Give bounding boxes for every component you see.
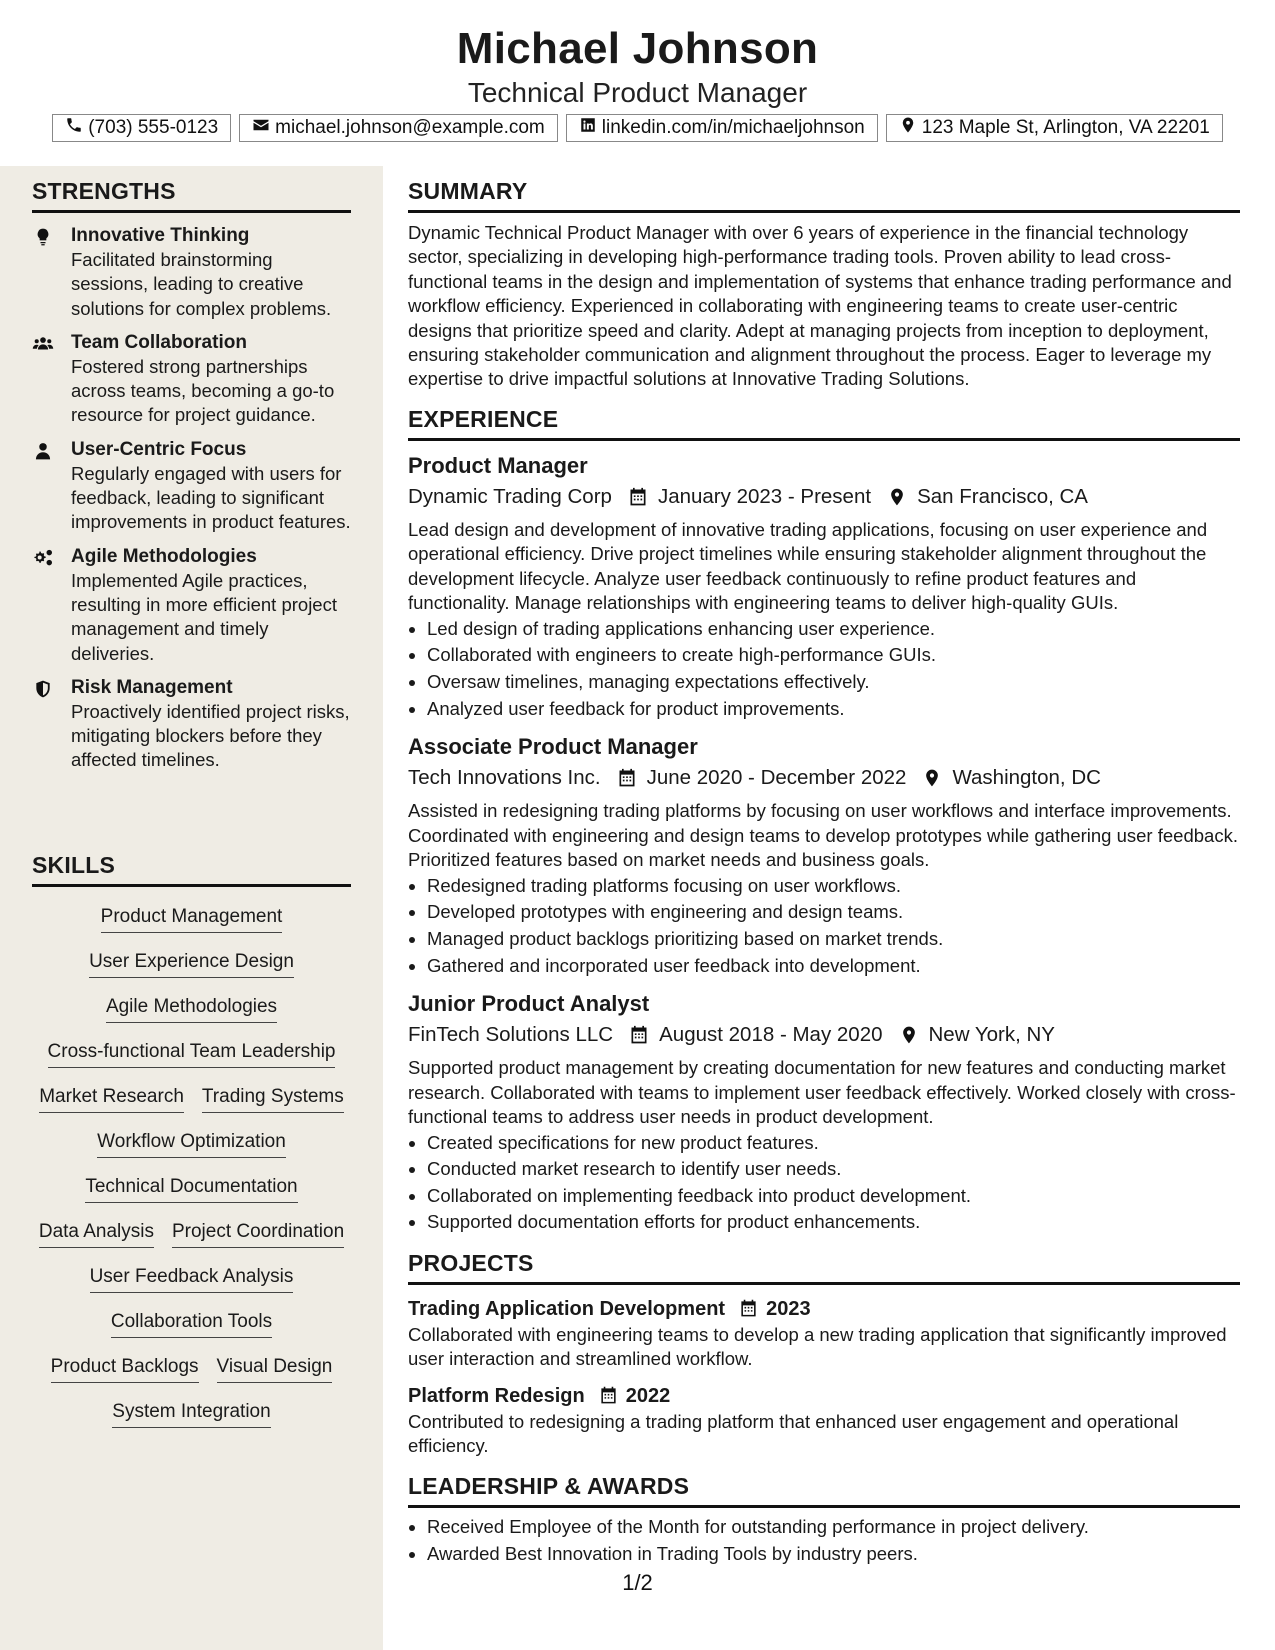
project-description: Contributed to redesigning a trading platform that enhanced user engagement and operational efficiency. xyxy=(408,1410,1179,1457)
list-item: • Received Employee of the Month for outstanding performance in project delivery. xyxy=(427,1514,1240,1541)
resume-header xyxy=(0,0,1275,110)
map-pin-icon xyxy=(887,487,907,507)
strength-desc: Fostered strong partnerships across teams, becoming a go-to resource for project guidance. xyxy=(71,355,335,426)
strength-name: Agile Methodologies xyxy=(71,545,257,567)
awards-list xyxy=(408,1514,1240,1567)
skill-tag: Technical Documentation xyxy=(85,1175,297,1203)
job-title: Associate Product Manager xyxy=(408,734,698,760)
skill-tag: Cross-functional Team Leadership xyxy=(48,1040,336,1068)
strength-desc: Implemented Agile practices, resulting in more efficient project management and timely deliveries. xyxy=(71,569,337,664)
address-text: 123 Maple St, Arlington, VA 22201 xyxy=(921,117,1210,138)
contact-bar xyxy=(0,114,1275,142)
projects-section xyxy=(408,1248,1240,1459)
linkedin-text[interactable]: linkedin.com/in/michaeljohnson xyxy=(601,117,865,138)
strength-item xyxy=(32,438,351,535)
company-name: Tech Innovations Inc. xyxy=(408,766,601,790)
skill-tag: User Experience Design xyxy=(89,950,294,978)
candidate-title: Technical Product Manager xyxy=(467,77,808,108)
map-pin-icon xyxy=(899,1025,919,1045)
contact-address xyxy=(886,114,1223,142)
linkedin-icon xyxy=(579,116,597,140)
list-item: • Led design of trading applications enhancing user experience. xyxy=(427,616,1240,643)
experience-section xyxy=(408,404,1240,1236)
project-name: Platform Redesign xyxy=(408,1384,585,1407)
list-item: • Developed prototypes with engineering and design teams. xyxy=(427,899,1240,926)
strengths-section xyxy=(32,176,351,773)
skill-tag: Visual Design xyxy=(217,1355,333,1383)
skill-tag: Market Research xyxy=(39,1085,184,1113)
skills-heading: SKILLS xyxy=(32,850,351,887)
job-bullets xyxy=(408,1130,1240,1236)
strength-name: Risk Management xyxy=(71,676,233,698)
list-item: • Collaborated on implementing feedback into product development. xyxy=(427,1183,1240,1210)
company-name: FinTech Solutions LLC xyxy=(408,1023,614,1047)
list-item: • Created specifications for new product features. xyxy=(427,1130,1240,1157)
project-header xyxy=(408,1382,1240,1410)
main-column xyxy=(408,166,1240,1567)
job-entry xyxy=(408,451,1240,722)
list-item: • Conducted market research to identify user needs. xyxy=(427,1156,1240,1183)
user-icon xyxy=(32,441,56,461)
summary-section xyxy=(408,176,1240,392)
envelope-icon xyxy=(252,116,270,140)
awards-heading: LEADERSHIP & AWARDS xyxy=(408,1471,1240,1508)
strength-name: Innovative Thinking xyxy=(71,225,250,246)
skill-tag: Trading Systems xyxy=(202,1085,344,1113)
projects-heading: PROJECTS xyxy=(408,1248,1240,1285)
job-entry xyxy=(408,732,1240,979)
strength-name: User-Centric Focus xyxy=(71,438,247,460)
summary-text: Dynamic Technical Product Manager with over 6 years of experience in the financial technology sector, specializing in developing high-performance trading tools. Proven ability to lead cross-functional teams in the design and implementation of systems that enhance trading performance and workflow efficiency. Experienced in collaborating with engineering teams to create user-centric designs that prioritize speed and clarity. Adept at managing projects from inception to deployment, ensuring stakeholder communication and alignment throughout the process. Eager to leverage my expertise to drive impactful solutions at Innovative Trading Solutions. xyxy=(408,222,1232,390)
users-icon xyxy=(32,334,56,354)
calendar-icon xyxy=(739,1299,758,1318)
contact-email[interactable] xyxy=(239,114,558,142)
page-number: 1/2 xyxy=(622,1570,653,1595)
skill-tag: Product Management xyxy=(101,905,283,933)
strength-item xyxy=(32,676,351,773)
project-entry xyxy=(408,1382,1240,1459)
list-item: • Supported documentation efforts for product enhancements. xyxy=(427,1209,1240,1236)
list-item: • Analyzed user feedback for product improvements. xyxy=(427,696,1240,723)
job-location: San Francisco, CA xyxy=(917,484,1088,508)
list-item: • Managed product backlogs prioritizing based on market trends. xyxy=(427,926,1240,953)
phone-icon xyxy=(65,116,83,140)
job-dates: August 2018 - May 2020 xyxy=(659,1023,883,1047)
list-item: • Gathered and incorporated user feedback into development. xyxy=(427,953,1240,980)
contact-linkedin[interactable] xyxy=(566,114,878,142)
contact-phone xyxy=(52,114,231,142)
strengths-heading: STRENGTHS xyxy=(32,176,351,213)
skill-tag: Project Coordination xyxy=(172,1220,344,1248)
job-location: New York, NY xyxy=(928,1023,1055,1047)
map-pin-icon xyxy=(899,116,917,140)
calendar-icon xyxy=(599,1386,618,1405)
lightbulb-icon xyxy=(32,227,56,247)
candidate-name: Michael Johnson xyxy=(456,24,819,73)
skills-section xyxy=(32,850,351,1437)
calendar-icon xyxy=(617,768,637,788)
list-item: • Redesigned trading platforms focusing on user workflows. xyxy=(427,873,1240,900)
project-description: Collaborated with engineering teams to develop a new trading application that significantly improved user interaction and streamlined workflow. xyxy=(408,1323,1227,1370)
job-meta xyxy=(408,763,1240,793)
job-location: Washington, DC xyxy=(952,766,1101,790)
shield-icon xyxy=(32,679,56,699)
strength-name: Team Collaboration xyxy=(71,331,247,353)
strength-desc: Proactively identified project risks, mitigating blockers before they affected timelines. xyxy=(71,700,350,771)
job-description: Supported product management by creating documentation for new features and conducting market research. Collaborated with teams to implement user feedback effectively. Worked closely with cross-functional teams to address user needs in product development. xyxy=(408,1057,1236,1128)
job-dates: January 2023 - Present xyxy=(657,484,872,508)
phone-text: (703) 555-0123 xyxy=(88,117,219,138)
email-text[interactable]: michael.johnson@example.com xyxy=(275,117,545,138)
job-title: Junior Product Analyst xyxy=(408,991,650,1017)
strength-item xyxy=(32,545,351,666)
skill-tag: User Feedback Analysis xyxy=(90,1265,294,1293)
skill-tag: Product Backlogs xyxy=(51,1355,199,1383)
map-pin-icon xyxy=(922,768,942,788)
strength-desc: Regularly engaged with users for feedback, leading to significant improvements in product features. xyxy=(71,462,351,533)
strength-desc: Facilitated brainstorming sessions, leading to creative solutions for complex problems. xyxy=(71,249,332,319)
strength-item xyxy=(32,331,351,428)
strength-item xyxy=(32,224,351,321)
project-entry xyxy=(408,1295,1240,1372)
calendar-icon xyxy=(628,487,648,507)
skill-tag: Workflow Optimization xyxy=(97,1130,286,1158)
job-description: Assisted in redesigning trading platforms by focusing on user workflows and interface improvements. Coordinated with engineering and design teams to develop prototypes while gathering user feedback. Prioritized features based on market needs and business goals. xyxy=(408,800,1238,871)
sidebar xyxy=(0,166,383,1650)
skill-tag: Data Analysis xyxy=(39,1220,154,1248)
list-item: • Awarded Best Innovation in Trading Tools by industry peers. xyxy=(427,1541,1240,1568)
job-entry xyxy=(408,989,1240,1236)
project-name: Trading Application Development xyxy=(408,1297,726,1320)
skills-list xyxy=(32,897,351,1437)
job-description: Lead design and development of innovative trading applications, focusing on user experience and operational efficiency. Drive project timelines while ensuring stakeholder alignment throughout the development lifecycle. Analyze user feedback continuously to refine product features and functionality. Manage relationships with engineering teams to deliver high-quality GUIs. xyxy=(408,518,1208,614)
skill-tag: Agile Methodologies xyxy=(106,995,277,1023)
list-item: • Collaborated with engineers to create high-performance GUIs. xyxy=(427,642,1240,669)
skill-tag: Collaboration Tools xyxy=(111,1310,272,1338)
job-bullets xyxy=(408,873,1240,979)
project-year: 2022 xyxy=(625,1384,671,1407)
job-title: Product Manager xyxy=(408,452,588,478)
calendar-icon xyxy=(629,1025,649,1045)
experience-heading: EXPERIENCE xyxy=(408,404,1240,441)
awards-section xyxy=(408,1471,1240,1567)
list-item: • Oversaw timelines, managing expectations effectively. xyxy=(427,669,1240,696)
summary-heading: SUMMARY xyxy=(408,176,1240,213)
job-meta xyxy=(408,1020,1240,1050)
gears-icon xyxy=(32,548,56,568)
project-year: 2023 xyxy=(766,1297,811,1320)
skill-tag: System Integration xyxy=(112,1400,270,1428)
project-header xyxy=(408,1295,1240,1323)
job-dates: June 2020 - December 2022 xyxy=(646,766,907,790)
job-bullets xyxy=(408,616,1240,722)
job-meta xyxy=(408,482,1240,512)
company-name: Dynamic Trading Corp xyxy=(408,484,612,508)
